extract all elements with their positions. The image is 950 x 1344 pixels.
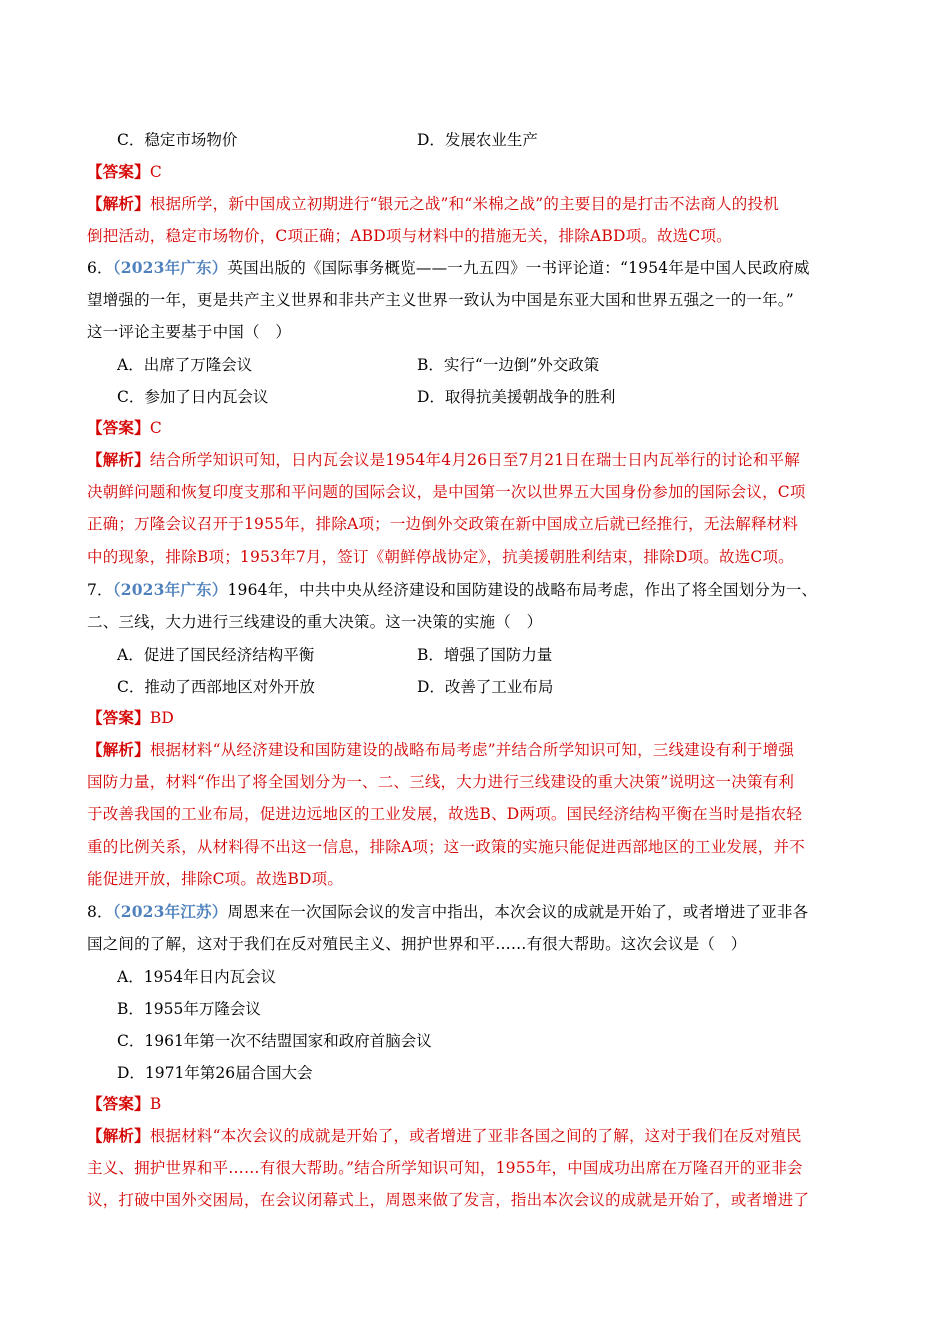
question-source: （2023年广东） <box>112 580 228 599</box>
q5-answer <box>87 162 863 182</box>
q7-option-a: A．促进了国民经济结构平衡 <box>117 646 315 664</box>
q6-option-d: D．取得抗美援朝战争的胜利 <box>417 388 616 406</box>
q7-answer <box>87 708 863 728</box>
q6-option-c: C．参加了日内瓦会议 <box>117 388 269 406</box>
q8-option-a: A．1954年日内瓦会议 <box>117 968 277 986</box>
q5-option-d: D．发展农业生产 <box>417 131 538 149</box>
q6-analysis-line-3: 正确；万隆会议召开于1955年，排除A项；一边倒外交政策在新中国成立后就已经推行，无法解释材料 <box>87 515 799 533</box>
q8-answer <box>87 1094 863 1114</box>
q5-analysis-line-2: 倒把活动，稳定市场物价，C项正确；ABD项与材料中的措施无关，排除ABD项。故选C项。 <box>87 227 732 245</box>
answer-value: C <box>149 163 162 181</box>
question-number: 7． <box>87 581 113 599</box>
q7-option-c: C．推动了西部地区对外开放 <box>117 678 315 696</box>
answer-value: C <box>149 419 162 437</box>
q8-analysis-line-1 <box>87 1126 863 1146</box>
answer-value: BD <box>149 709 175 727</box>
q6-stem-line-2: 望增强的一年，更是共产主义世界和非共产主义世界一致认为中国是东亚大国和世界五强之一的一年。” <box>87 291 794 309</box>
q8-analysis-line-2: 主义、拥护世界和平……有很大帮助。”结合所学知识可知，1955年，中国成功出席在万隆召开的亚非会 <box>87 1159 803 1177</box>
q6-answer <box>87 418 863 438</box>
q8-option-d: D．1971年第26届合国大会 <box>117 1064 313 1082</box>
q8-option-c: C．1961年第一次不结盟国家和政府首脑会议 <box>117 1032 432 1050</box>
analysis-label: 【解析】 <box>87 740 150 759</box>
q6-analysis-line-4: 中的现象，排除B项；1953年7月，签订《朝鲜停战协定》，抗美援朝胜利结束，排除D项。故选C项。 <box>87 548 794 566</box>
question-number: 8． <box>87 903 113 921</box>
q5-analysis-line-1 <box>87 194 863 214</box>
q7-analysis-line-4: 重的比例关系，从材料得不出这一信息，排除A项；这一政策的实施只能促进西部地区的工业发展，并不 <box>87 838 805 856</box>
q6-stem-line-3: 这一评论主要基于中国（ ） <box>87 323 292 341</box>
analysis-text: 根据材料“从经济建设和国防建设的战略布局考虑”并结合所学知识可知，三线建设有利于增强 <box>149 741 795 759</box>
stem-text: 1964年，中共中央从经济建设和国防建设的战略布局考虑，作出了将全国划分为一、 <box>227 581 818 599</box>
q7-analysis-line-3: 于改善我国的工业布局，促进边远地区的工业发展，故选B、D两项。国民经济结构平衡在当时是指农轻 <box>87 805 803 823</box>
q7-analysis-line-1 <box>87 740 863 760</box>
question-source: （2023年江苏） <box>112 902 228 921</box>
q5-option-c: C．稳定市场物价 <box>117 131 238 149</box>
analysis-text: 结合所学知识可知，日内瓦会议是1954年4月26日至7月21日在瑞士日内瓦举行的讨论和平解 <box>149 451 800 469</box>
stem-text: 英国出版的《国际事务概览——一九五四》一书评论道：“1954年是中国人民政府威 <box>227 259 810 277</box>
q7-stem-line-2: 二、三线，大力进行三线建设的重大决策。这一决策的实施（ ） <box>87 613 543 631</box>
q6-option-a: A．出席了万隆会议 <box>117 356 253 374</box>
q7-stem-line-1 <box>87 580 863 600</box>
analysis-label: 【解析】 <box>87 194 150 213</box>
analysis-text: 根据所学，新中国成立初期进行“银元之战”和“米棉之战”的主要目的是打击不法商人的投机 <box>149 195 779 213</box>
q6-analysis-line-2: 决朝鲜问题和恢复印度支那和平问题的国际会议，是中国第一次以世界五大国身份参加的国际会议，C项 <box>87 483 806 501</box>
q7-analysis-line-5: 能促进开放，排除C项。故选BD项。 <box>87 870 344 888</box>
q7-option-b: B．增强了国防力量 <box>417 646 553 664</box>
q6-option-b: B．实行“一边倒”外交政策 <box>417 356 600 374</box>
q8-stem-line-1 <box>87 902 863 922</box>
q6-stem-line-1 <box>87 258 863 278</box>
stem-text: 周恩来在一次国际会议的发言中指出，本次会议的成就是开始了，或者增进了亚非各 <box>227 903 809 921</box>
q8-stem-line-2: 国之间的了解，这对于我们在反对殖民主义、拥护世界和平……有很大帮助。这次会议是（ ） <box>87 935 747 953</box>
answer-label: 【答案】 <box>87 1094 150 1113</box>
answer-label: 【答案】 <box>87 162 150 181</box>
analysis-label: 【解析】 <box>87 450 150 469</box>
question-number: 6． <box>87 259 113 277</box>
analysis-label: 【解析】 <box>87 1126 150 1145</box>
q7-option-d: D．改善了工业布局 <box>417 678 554 696</box>
q6-analysis-line-1 <box>87 450 863 470</box>
answer-value: B <box>149 1095 162 1113</box>
q7-analysis-line-2: 国防力量，材料“作出了将全国划分为一、二、三线，大力进行三线建设的重大决策”说明这一决策有利 <box>87 773 795 791</box>
analysis-text: 根据材料“本次会议的成就是开始了，或者增进了亚非各国之间的了解，这对于我们在反对殖民 <box>149 1127 802 1145</box>
q8-analysis-line-3: 议，打破中国外交困局，在会议闭幕式上，周恩来做了发言，指出本次会议的成就是开始了，或者增进了 <box>87 1191 810 1209</box>
answer-label: 【答案】 <box>87 708 150 727</box>
question-source: （2023年广东） <box>112 258 228 277</box>
answer-label: 【答案】 <box>87 418 150 437</box>
q8-option-b: B．1955年万隆会议 <box>117 1000 261 1018</box>
